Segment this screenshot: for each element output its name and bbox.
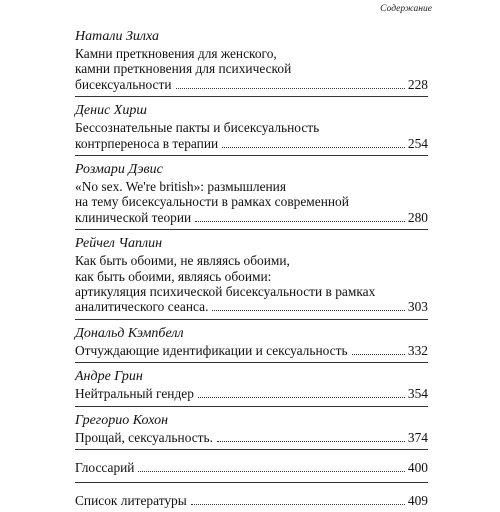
page-number: 280 <box>407 209 428 225</box>
page-number: 354 <box>407 386 428 402</box>
chapter-title-line: артикуляция психической бисексуальности в рамках <box>75 284 376 300</box>
chapter-title-line <box>75 430 428 445</box>
dot-leader <box>222 147 405 148</box>
chapter-title-line <box>75 386 428 401</box>
page-number: 374 <box>407 429 428 445</box>
toc-entry <box>75 407 428 450</box>
chapter-title-text: клинической теории <box>75 209 192 225</box>
dot-leader <box>198 397 405 398</box>
chapter-author: Дональд Кэмпбелл <box>75 325 184 341</box>
chapter-title-line <box>75 299 428 314</box>
page-number: 303 <box>407 299 428 315</box>
chapter-title-text: аналитического сеанса. <box>75 299 209 315</box>
chapter-author: Розмари Дэвис <box>75 162 163 178</box>
toc-entry <box>75 97 428 156</box>
page-number: 254 <box>407 135 428 151</box>
chapter-title-line <box>75 493 428 508</box>
chapter-title-line: камни преткновения для психической <box>75 61 292 77</box>
toc-entry <box>75 26 428 97</box>
chapter-title-text: Отчуждающие идентификации и сексуальность <box>75 342 348 358</box>
chapter-author: Грегорио Кохон <box>75 412 169 428</box>
toc-entry <box>75 363 428 406</box>
running-head: Содержание <box>380 4 432 14</box>
table-of-contents <box>75 26 428 512</box>
chapter-title-line <box>75 136 428 151</box>
chapter-author: Натали Зилха <box>75 29 160 44</box>
toc-entry <box>75 156 428 230</box>
chapter-author: Рейчел Чаплин <box>75 236 163 252</box>
chapter-title-line <box>75 77 428 92</box>
dot-leader <box>212 310 404 311</box>
dot-leader <box>352 354 405 355</box>
chapter-title-line: Бессознательные пакты и бисексуальность <box>75 120 320 136</box>
dot-leader <box>176 88 405 89</box>
dot-leader <box>217 441 405 442</box>
chapter-title-line <box>75 460 428 475</box>
toc-entry-bibliography <box>75 483 428 512</box>
chapter-title-text: Прощай, сексуальность. <box>75 429 213 445</box>
dot-leader <box>195 221 405 222</box>
page-number: 228 <box>407 76 428 92</box>
chapter-title-line: «No sex. We're british»: размышления <box>75 179 287 195</box>
chapter-title-line <box>75 343 428 358</box>
dot-leader <box>138 471 404 472</box>
chapter-title-text: Список литературы <box>75 492 187 508</box>
chapter-title-line <box>75 210 428 225</box>
chapter-title-line: Как быть обоими, не являясь обоими, <box>75 253 290 269</box>
page-number: 409 <box>407 492 428 508</box>
chapter-title-line: на тему бисексуальности в рамках современной <box>75 194 349 210</box>
chapter-title-text: контрпереноса в терапии <box>75 135 219 151</box>
toc-entry-glossary <box>75 450 428 482</box>
dot-leader <box>191 504 405 505</box>
chapter-author: Андре Грин <box>75 369 143 385</box>
chapter-title-line: Камни преткновения для женского, <box>75 46 277 61</box>
page-number: 332 <box>407 342 428 358</box>
toc-entry <box>75 230 428 320</box>
chapter-title-text: Нейтральный гендер <box>75 386 194 402</box>
chapter-title-text: бисексуальности <box>75 76 172 92</box>
chapter-author: Денис Хирш <box>75 103 147 119</box>
chapter-title-text: Глоссарий <box>75 460 135 476</box>
chapter-title-line: как быть обоими, являясь обоими: <box>75 268 272 284</box>
toc-entry <box>75 320 428 363</box>
page-number: 400 <box>407 460 428 476</box>
